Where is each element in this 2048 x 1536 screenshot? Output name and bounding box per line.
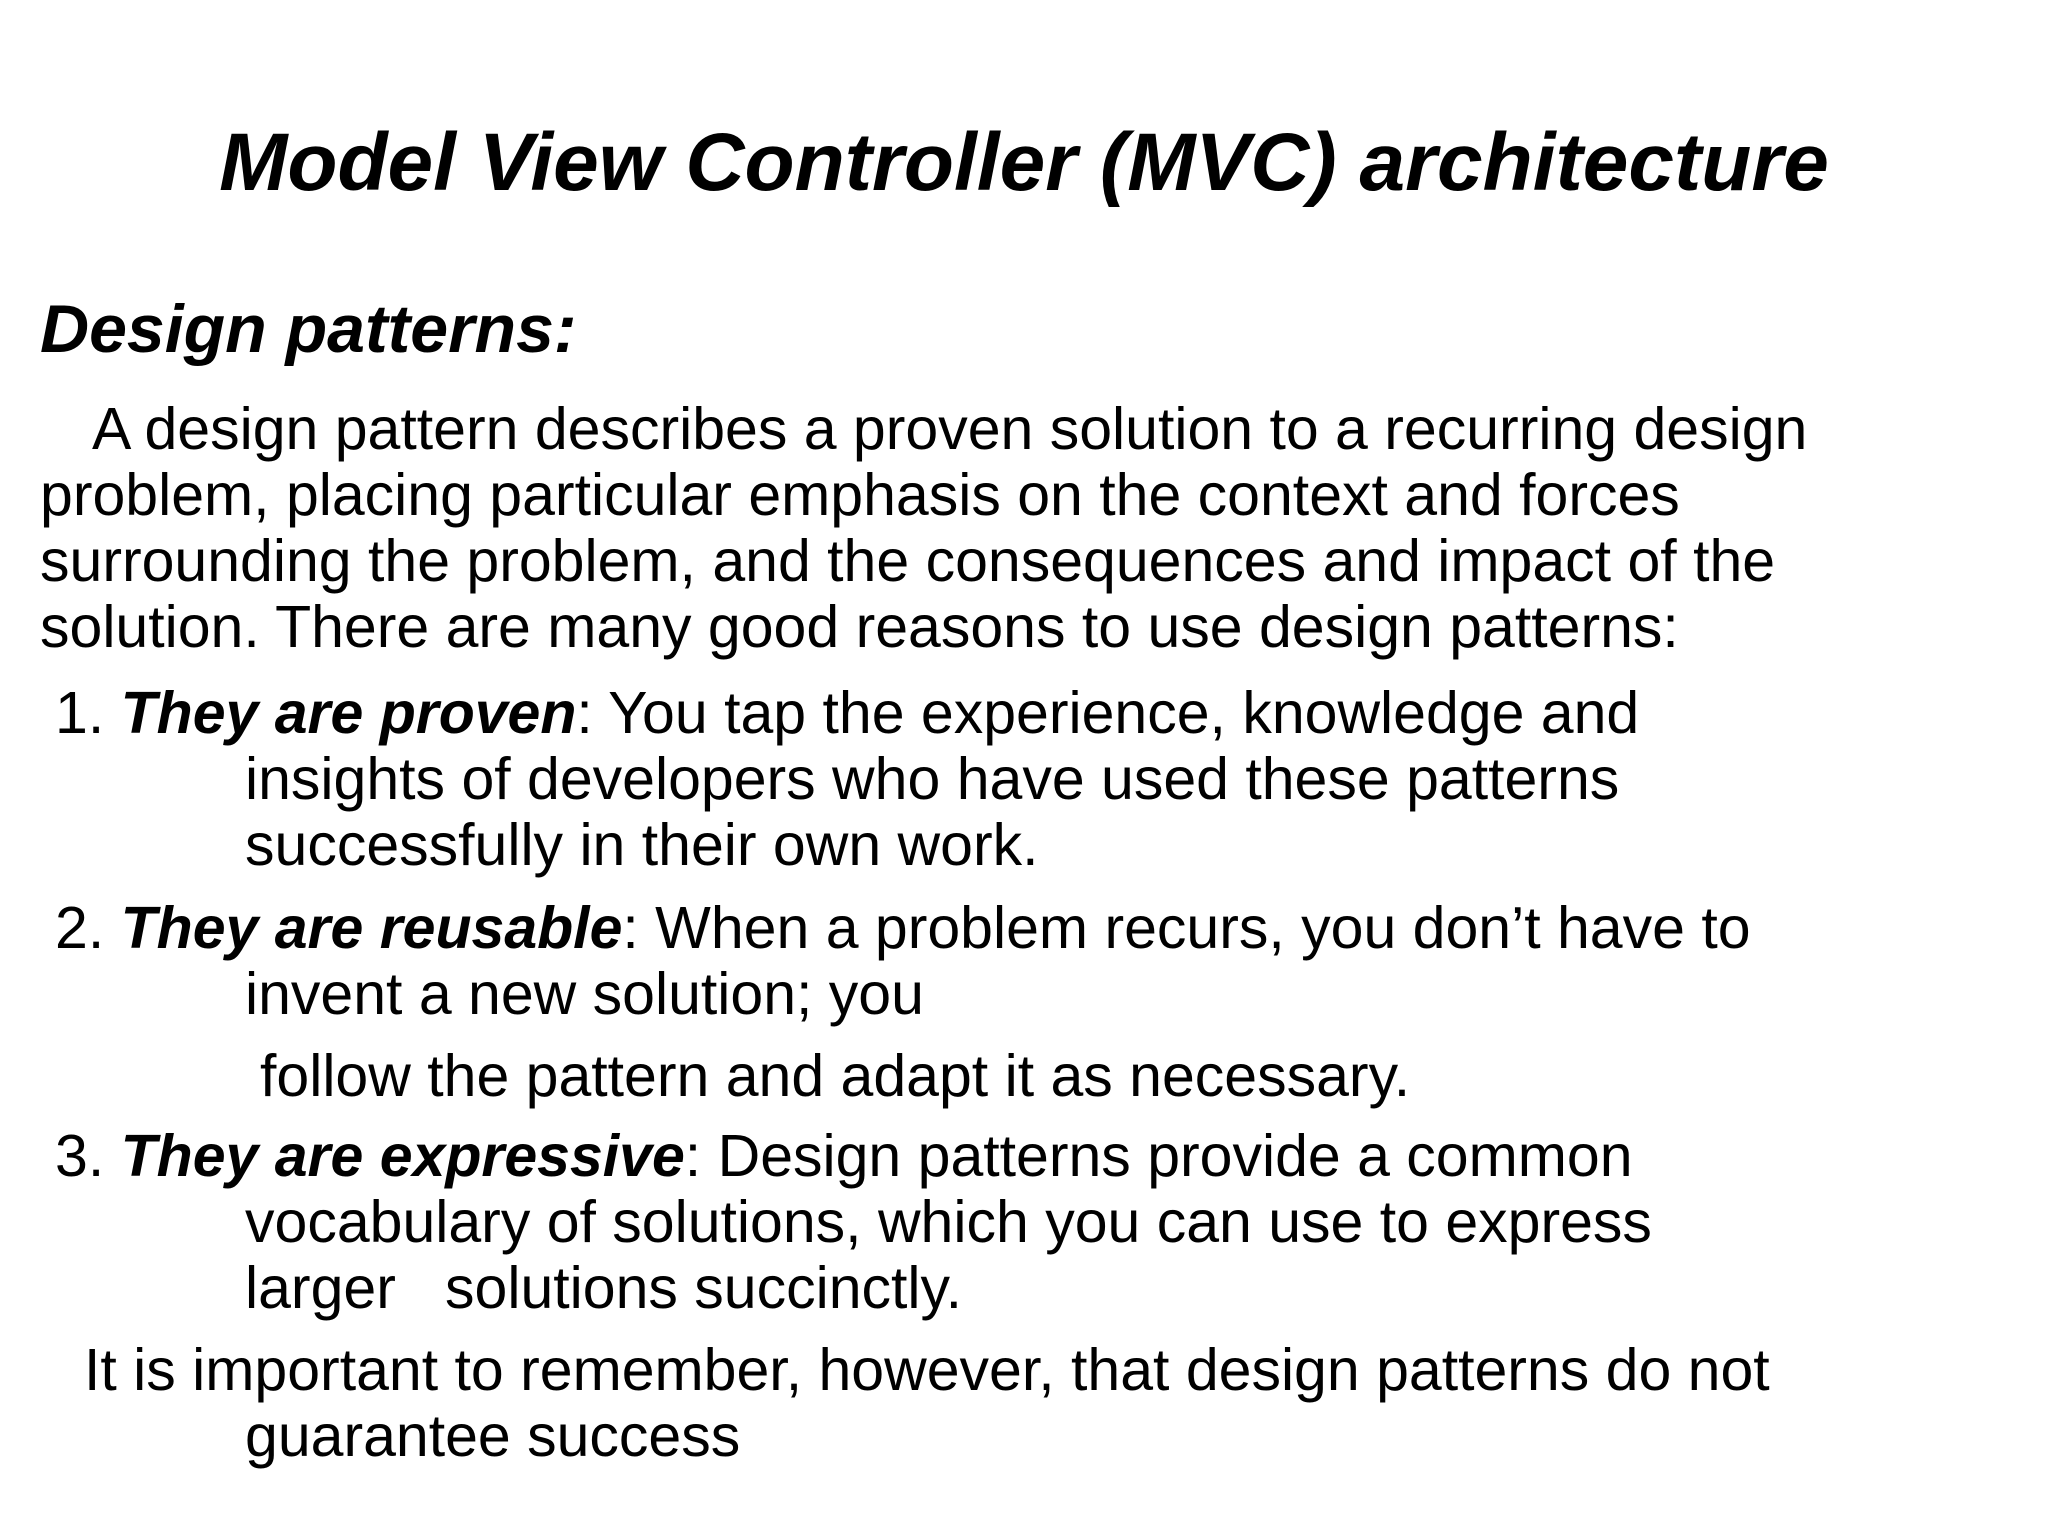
list-item-2-first-row xyxy=(55,895,2015,961)
list-item-heading: They are expressive xyxy=(120,1123,685,1189)
slide-title: Model View Controller (MVC) architecture xyxy=(219,117,1829,208)
list-item-number: 3. xyxy=(55,1123,105,1189)
list-item-number: 2. xyxy=(55,895,105,961)
list-item-text: : Design patterns provide a common xyxy=(684,1123,1633,1189)
list-item-3-line-2: vocabulary of solutions, which you can use to express xyxy=(245,1189,1652,1255)
list-item-text: : When a problem recurs, you don’t have to xyxy=(622,895,1751,961)
list-item-text: : You tap the experience, knowledge and xyxy=(576,680,1640,746)
intro-line-2: problem, placing particular emphasis on the context and forces xyxy=(40,462,1680,528)
list-item-2-line-3: follow the pattern and adapt it as necessary. xyxy=(260,1043,1411,1109)
list-item-number: 1. xyxy=(55,680,105,746)
list-item-2-continuation xyxy=(55,1043,2015,1109)
list-item-3 xyxy=(55,1123,2015,1321)
list-item-3-line-3: larger solutions succinctly. xyxy=(245,1255,963,1321)
closing-line-2: guarantee success xyxy=(245,1403,741,1469)
list-item-heading: They are proven xyxy=(120,680,577,746)
list-item-heading: They are reusable xyxy=(120,895,623,961)
intro-line-3: surrounding the problem, and the consequences and impact of the xyxy=(40,528,1776,594)
list-item-2-line-2: invent a new solution; you xyxy=(245,961,924,1027)
list-item-3-first-row xyxy=(55,1123,2015,1189)
closing-line-1: It is important to remember, however, that design patterns do not xyxy=(84,1337,1770,1403)
intro-paragraph xyxy=(40,396,2020,660)
list-item-1-first-row xyxy=(55,680,2015,746)
list-item-1-line-3: successfully in their own work. xyxy=(245,812,1039,878)
list-item-2 xyxy=(55,895,2015,1027)
intro-line-1: A design pattern describes a proven solution to a recurring design xyxy=(92,396,1808,462)
closing-paragraph xyxy=(84,1337,2024,1469)
section-heading: Design patterns: xyxy=(40,291,577,367)
intro-line-4: solution. There are many good reasons to use design patterns: xyxy=(40,594,1679,660)
list-item-1-line-2: insights of developers who have used these patterns xyxy=(245,746,1620,812)
list-item-1 xyxy=(55,680,2015,878)
